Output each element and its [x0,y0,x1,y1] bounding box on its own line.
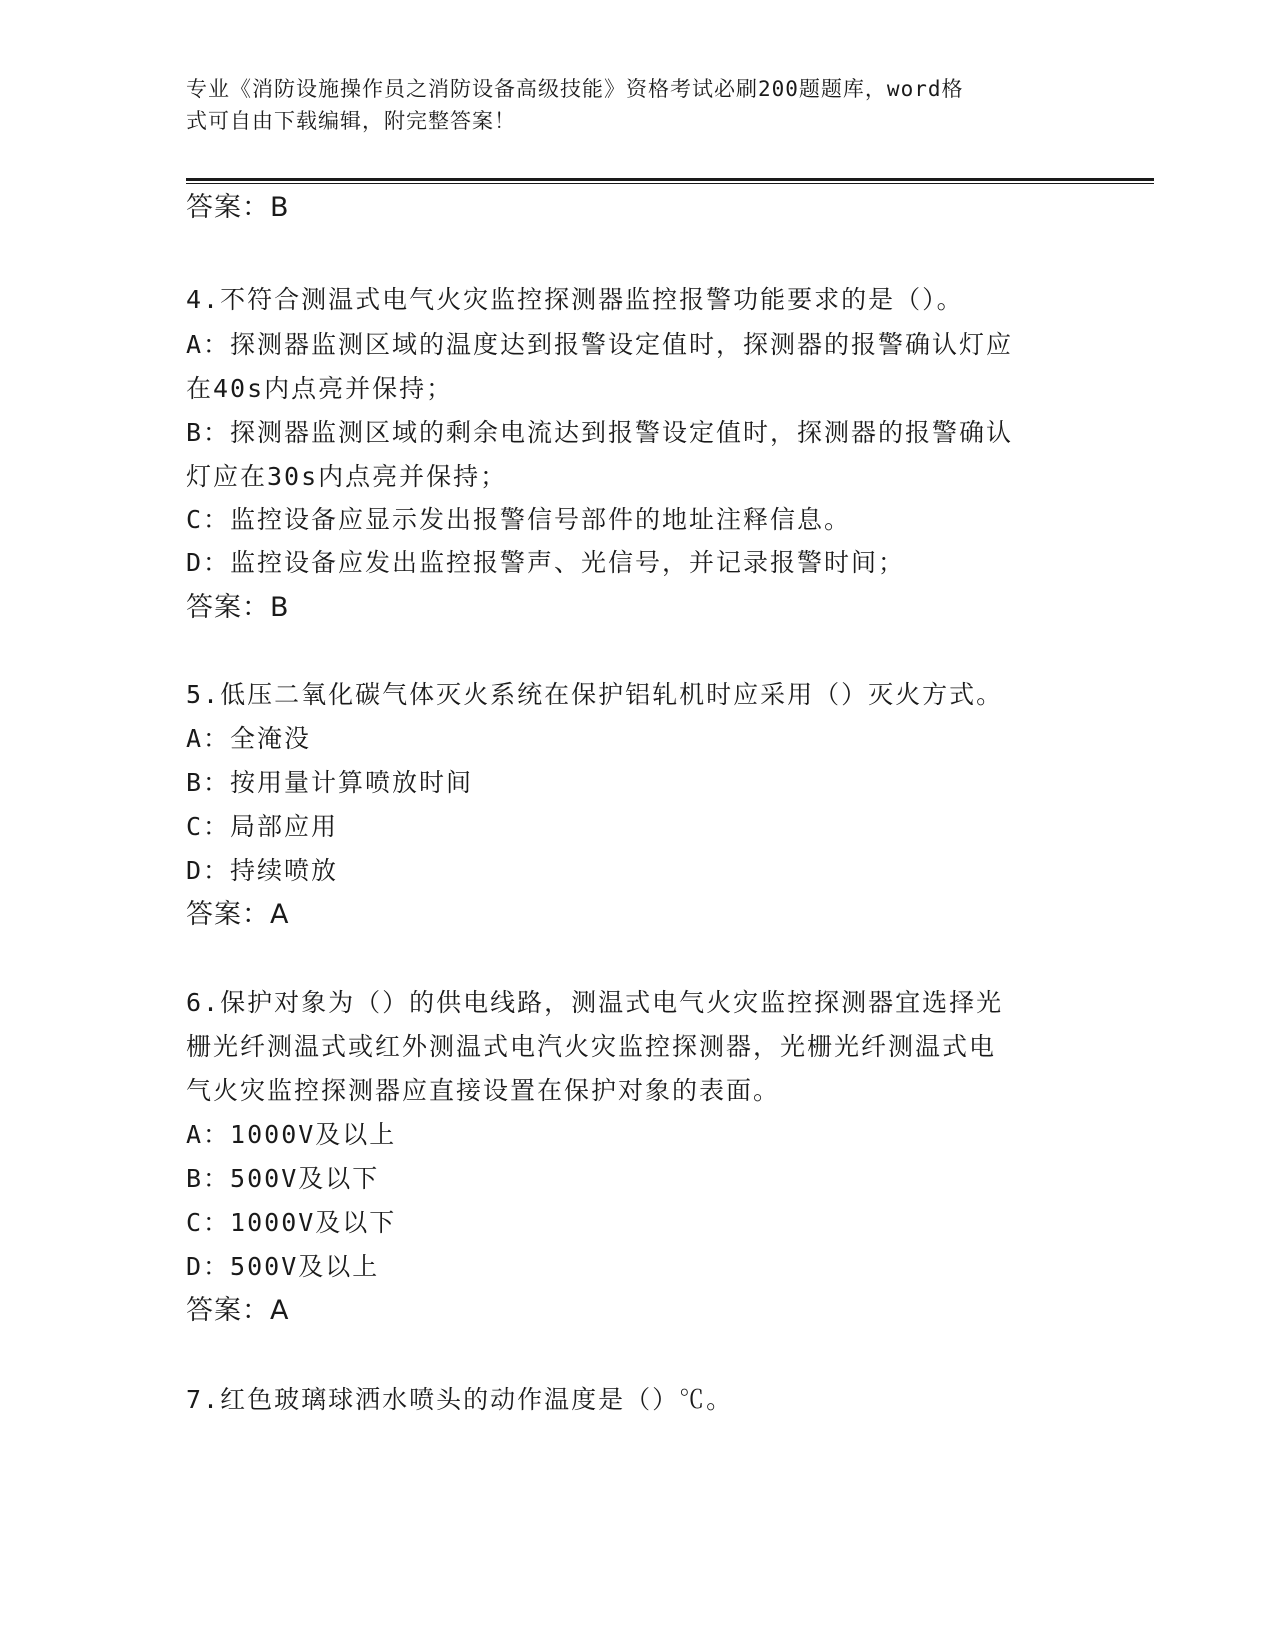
option-a: A：全淹没 [186,724,312,753]
option-b-line-2: 灯应在30s内点亮并保持； [186,462,508,491]
answer-q6: 答案：A [186,1295,290,1326]
answer-q4: 答案：B [186,592,290,623]
option-d: D：500V及以上 [186,1252,380,1281]
option-a-line-1: A：探测器监测区域的温度达到报警设定值时，探测器的报警确认灯应 [186,330,1014,359]
document-header [186,73,1066,137]
option-b: B：500V及以下 [186,1164,380,1193]
option-c: C：监控设备应显示发出报警信号部件的地址注释信息。 [186,505,852,534]
option-d: D：持续喷放 [186,856,339,885]
answer-q5: 答案：A [186,899,290,930]
option-c: C：局部应用 [186,812,339,841]
option-a-line-2: 在40s内点亮并保持； [186,374,454,403]
question-stem-line-2: 栅光纤测温式或红外测温式电汽火灾监控探测器，光栅光纤测温式电 [186,1032,997,1061]
question-stem-line-3: 气火灾监控探测器应直接设置在保护对象的表面。 [186,1076,781,1105]
option-b: B：按用量计算喷放时间 [186,768,474,797]
option-a: A：1000V及以上 [186,1120,397,1149]
header-line-2: 式可自由下载编辑，附完整答案！ [186,109,516,133]
header-divider-thin [186,183,1154,184]
header-divider-thick [186,178,1154,181]
header-line-1: 专业《消防设施操作员之消防设备高级技能》资格考试必刷200题题库，word格 [186,77,964,101]
question-stem: 5.低压二氧化碳气体灭火系统在保护铝轧机时应采用（）灭火方式。 [186,680,1004,709]
option-d: D：监控设备应发出监控报警声、光信号，并记录报警时间； [186,548,906,577]
question-stem: 7.红色玻璃球洒水喷头的动作温度是（）℃。 [186,1385,734,1414]
question-stem-line-1: 6.保护对象为（）的供电线路，测温式电气火灾监控探测器宜选择光 [186,988,1004,1017]
option-b-line-1: B：探测器监测区域的剩余电流达到报警设定值时，探测器的报警确认 [186,418,1014,447]
question-stem: 4.不符合测温式电气火灾监控探测器监控报警功能要求的是（）。 [186,285,964,314]
answer-q3: 答案：B [186,192,290,223]
option-c: C：1000V及以下 [186,1208,397,1237]
